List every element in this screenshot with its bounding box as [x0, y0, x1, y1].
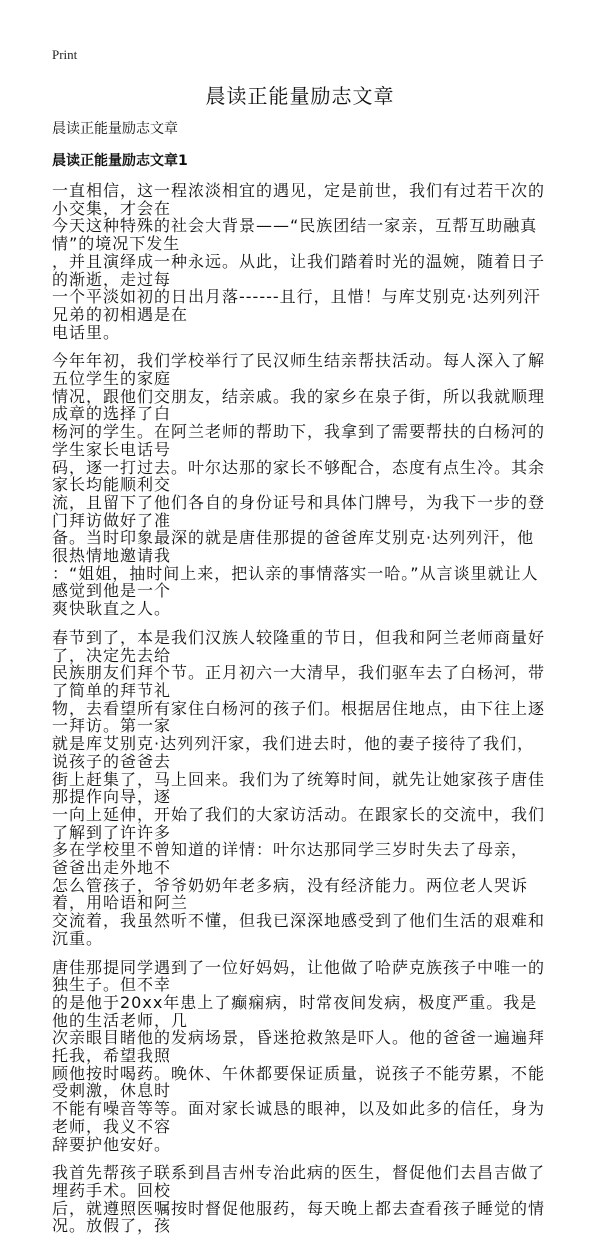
paragraph-line: ，并且演绎成一种永远。从此，让我们踏着时光的温婉，随着日子的渐逝，走过每 [52, 251, 546, 289]
section-heading: 晨读正能量励志文章1 [52, 153, 188, 169]
paragraph-line: 辞要护他安好。 [52, 1134, 172, 1154]
paragraph-line: 次亲眼目睹他的发病场景，昏迷抢救煞是吓人。他的爸爸一遍遍拜托我，希望我照 [52, 1028, 546, 1066]
paragraph-line: 我首先帮孩子联系到昌吉州专治此病的医生，督促他们去昌吉做了埋药手术。回校 [52, 1163, 546, 1200]
paragraph-line: ：“姐姐，抽时间上来，把认亲的事情落实一哈。”从言谈里就让人感觉到他是一个 [52, 563, 539, 601]
paragraph-line: 交流着，我虽然听不懂，但我已深深地感受到了他们生活的艰难和沉重。 [52, 911, 546, 948]
paragraph-line: 就是库艾别克·达列列汗家，我们进去时，他的妻子接待了我们，说孩子的爸爸去 [52, 734, 535, 771]
paragraph [52, 959, 548, 1154]
paragraph-line: 后，就遵照医嘱按时督促他服药，每天晚上都去查看孩子睡觉的情况。放假了，孩 [52, 1198, 546, 1236]
paragraph-line: 码，逐一打过去。叶尔达那的家长不够配合，态度有点生冷。其余家长均能顺利交 [52, 457, 546, 495]
paragraph-line: 顾他按时喝药。晚休、午休都要保证质量，说孩子不能劳累，不能受刺激，休息时 [52, 1063, 546, 1101]
paragraph-line: 杨河的学生。在阿兰老师的帮助下，我拿到了需要帮扶的白杨河的学生家长电话号 [52, 422, 546, 459]
paragraph-line: 备。当时印象最深的就是唐佳那提的爸爸库艾别克·达列列汗，他很热情地邀请我 [52, 528, 535, 566]
paragraph-line: 一向上延伸，开始了我们的大家访活动。在跟家长的交流中，我们了解到了许许多 [52, 804, 546, 842]
paragraph-line: 怎么管孩子，爷爷奶奶年老多病，没有经济能力。两位老人哭诉着，用哈语和阿兰 [52, 875, 529, 913]
paragraph-line: 多在学校里不曾知道的详情：叶尔达那同学三岁时失去了母亲， 爸爸出走外地不 [52, 840, 529, 878]
paragraph [52, 629, 548, 948]
paragraph-line: 爽快耿直之人。 [52, 599, 172, 619]
paragraph-line: 春节到了，本是我们汉族人较隆重的节日，但我和阿兰老师商量好了，决定先去给 [52, 627, 546, 665]
paragraph-line: 情况，跟他们交朋友，结亲戚。我的家乡在泉子街，所以我就顺理成章的选择了白 [52, 386, 546, 424]
paragraph-line: 街上赶集了，马上回来。我们为了统筹时间，就先让她家孩子唐佳那提作向导，逐 [52, 769, 546, 807]
paragraph-line: 今天这种特殊的社会大背景——“民族团结一家亲，互帮互助融真情”的境况下发生 [52, 216, 538, 254]
paragraph-line: 的是他于20xx年患上了癫痫病，时常夜间发病，极度严重。我是他的生活老师，几 [52, 992, 538, 1030]
subtitle: 晨读正能量励志文章 [52, 121, 178, 137]
paragraph-line: 今年年初，我们学校举行了民汉师生结亲帮扶活动。每人深入了解五位学生的家庭 [52, 351, 546, 389]
page-title: 晨读正能量励志文章 [205, 84, 395, 108]
paragraph [52, 182, 548, 341]
paragraph [52, 352, 548, 618]
paragraph-line: 电话里。 [52, 322, 121, 342]
paragraph-line: 唐佳那提同学遇到了一位好妈妈，让他做了哈萨克族孩子中唯一的独生子。但不幸 [52, 957, 546, 995]
paragraph [52, 1164, 548, 1235]
paragraph-line: 一直相信，这一程浓淡相宜的遇见，定是前世，我们有过若干次的小交集，才会在 [52, 181, 546, 218]
paragraph-line: 一个平淡如初的日出月落------且行，且惜！与库艾别克·达列列汗兄弟的初相遇是在 [52, 287, 541, 324]
print-link[interactable]: Print [52, 47, 78, 62]
article-body [52, 182, 548, 1246]
paragraph-line: 不能有噪音等等。面对家长诚恳的眼神，以及如此多的信任，身为老师，我义不容 [52, 1099, 546, 1136]
paragraph-line: 民族朋友们拜个节。正月初六一大清早，我们驱车去了白杨河，带了简单的拜节礼 [52, 663, 546, 700]
paragraph-line: 流，且留下了他们各自的身份证号和具体门牌号，为我下一步的登门拜访做好了准 [52, 492, 546, 530]
paragraph-line: 物，去看望所有家住白杨河的孩子们。根据居住地点，由下往上逐一拜访。第一家 [52, 698, 546, 736]
